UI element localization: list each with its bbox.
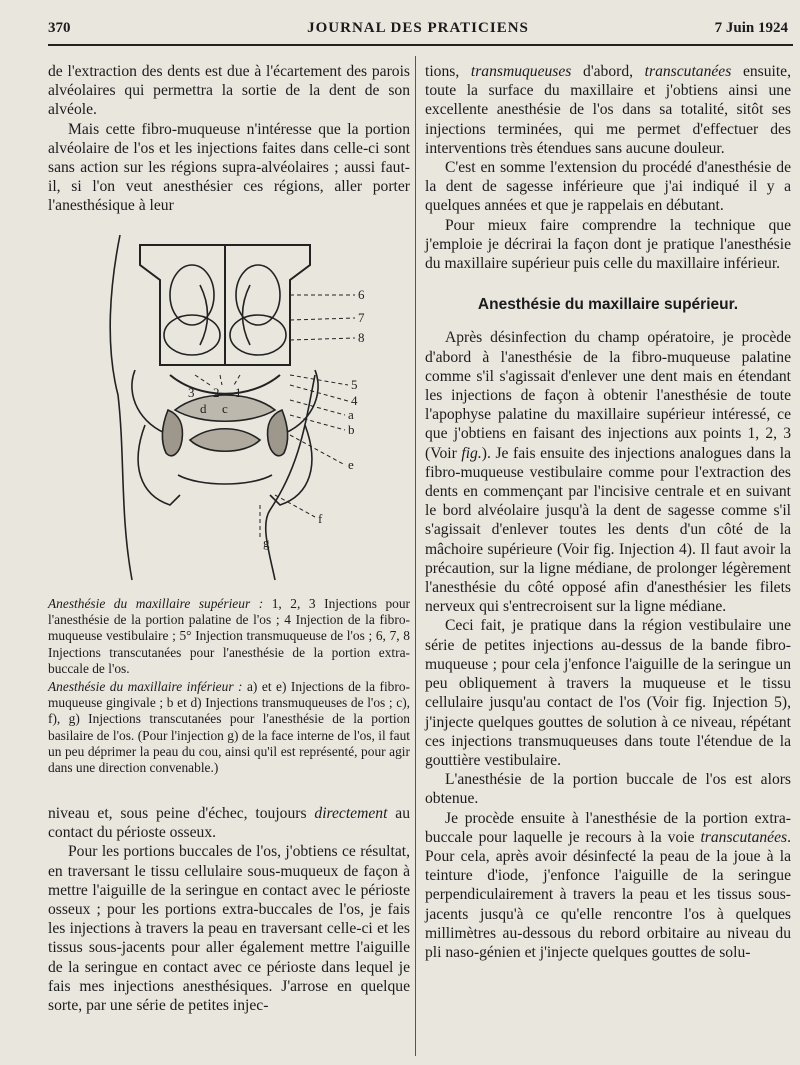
paragraph: Mais cette fibro-muqueuse n'intéresse que la portion alvéolaire de l'os et les injections faites dans celle-ci sont sans action sur les régions supra-alvéolaires ; aussi faut-il, si l'on veut anesthésier ces régions, aller porter l'anesthésique à leur	[48, 120, 410, 215]
text-run: . Pour cela, après avoir désinfecté la peau de la joue à la teinture d'iode, j'enfonce l'aiguille de la seringue perpendiculairement à travers la peau et les tissus sous-jacents jusqu'à ce qu'elle rencontre l'os à quelques millimètres au-dessous du rebord orbitaire au niveau du pli naso-génien et j'injecte quelques gouttes de solu-	[425, 828, 791, 961]
text-run: niveau et, sous peine d'échec, toujours	[48, 805, 315, 822]
paragraph: Pour les portions buccales de l'os, j'obtiens ce résultat, en traversant le tissu cellulaire sous-muqueux de façon à mettre l'aiguille de la seringue en contact avec le périoste osseux ; pour les portions extra-buccales de l'os, je fais les injections à travers la peau en traversant celle-ci et les tissus sous-jacents pour aller également mettre l'aiguille de la seringue en contact avec ce périoste dans lequel je fais mes injections anesthésiques. J'arrose en quelque sorte, par une série de petites injec-	[48, 843, 410, 1015]
emphasis: transcutanées	[700, 828, 788, 846]
caption-text: a) et e) Injections de la fibro-muqueuse gingivale ; b et d) Injections transmuqueuses de l'os ; c), f), g) Injections transcutanées pour l'anesthésie de la portion basilaire de l'os. (Pour l'injection g) de la face interne de l'os, il faut un peu déprimer la peau du cou, ainsi qu'il est représenté, pour agir dans une direction convenable.)	[48, 679, 410, 776]
figure-label-f: f	[318, 511, 323, 526]
header-rule	[48, 44, 793, 46]
figure-label-b: b	[348, 422, 355, 437]
figure-label-d: d	[200, 401, 207, 416]
text-run: tions,	[425, 63, 471, 80]
figure-label-e: e	[348, 457, 354, 472]
left-column-top	[48, 62, 410, 216]
figure-label-a: a	[348, 407, 354, 422]
text-run: ensuite, toute la surface du maxillaire et j'obtiens ainsi une excellente anesthésie de l'os dans sa totalité, sitôt ses injections terminées, qui me permet d'effectuer des interventions très étendues sans aucune douleur.	[425, 63, 792, 157]
caption-lead: Anesthésie du maxillaire supérieur :	[48, 596, 264, 611]
text-run: Après désinfection du champ opératoire, je procède d'abord à l'anesthésie de la fibro-muqueuse palatine comme s'il s'agissait d'enlever une dent mais en étendant les injections de façon à obtenir l'anesthésie de toute l'apophyse palatine du maxillaire supérieur intéressé, ce que j'obtiens en faisant des injections aux points 1, 2, 3 (Voir	[425, 329, 791, 462]
figure-label-8: 8	[358, 330, 365, 345]
paragraph	[48, 804, 410, 842]
figure-label-g: g	[263, 535, 270, 550]
figure-caption-upper	[48, 596, 410, 677]
figure-label-7: 7	[358, 310, 365, 325]
anatomical-cross-section-figure	[100, 225, 400, 585]
right-column	[425, 62, 791, 962]
figure-caption-lower	[48, 679, 410, 776]
paragraph: Pour mieux faire comprendre la technique que j'emploie je décrirai la façon dont je pratique l'anesthésie du maxillaire supérieur puis celle du maxillaire inférieur.	[425, 216, 791, 273]
page-header	[48, 20, 788, 44]
figure-label-4: 4	[351, 393, 358, 408]
paragraph: C'est en somme l'extension du procédé d'anesthésie de la dent de sagesse inférieure que j'ai indiqué il y a quelques années et que je rappelais en débutant.	[425, 159, 791, 215]
emphasis: fig.	[461, 444, 482, 462]
column-divider	[415, 56, 416, 1056]
text-run: au contact du périoste osseux.	[48, 805, 410, 842]
figure-label-c: c	[222, 401, 228, 416]
paragraph	[425, 62, 791, 158]
journal-title: JOURNAL DES PRATICIENS	[307, 20, 529, 36]
figure-label-2: 2	[213, 385, 220, 400]
paragraph	[425, 809, 791, 963]
caption-text: 1, 2, 3 Injections pour l'anesthésie de la portion palatine de l'os ; 4 Injection de la fibro-muqueuse vestibulaire ; 5° Injection transmuqueuse de l'os ; 6, 7, 8 Injections transcutanées pour l'anesthésie de la portion extra-buccale de l'os.	[48, 596, 410, 676]
text-run: Je procède ensuite à l'anesthésie de la portion extra-buccale pour laquelle je recours à la voie	[425, 809, 791, 846]
paragraph: L'anesthésie de la portion buccale de l'os est alors obtenue.	[425, 771, 791, 808]
issue-date: 7 Juin 1924	[714, 20, 788, 36]
text-run: ). Je fais ensuite des injections analogues dans la fibro-muqueuse vestibulaire comme pour l'extraction des dents en commençant par l'incisive centrale et en suivant le bord alvéolaire jusqu'à la dent de sagesse comme s'il s'agissait d'enlever toutes les dents d'un côté de la mâchoire supérieure (Voir fig. Injection 4). Il faut avoir la précaution, sur la ligne médiane, de prolonger légèrement l'anesthésie du côté opposé afin d'anesthésier les filets nerveux qui s'entrecroisent sur la ligne médiane.	[425, 444, 791, 616]
figure-label-5: 5	[351, 377, 358, 392]
left-column-bottom	[48, 804, 410, 1015]
emphasis: transcutanées	[644, 63, 732, 80]
paragraph: Ceci fait, je pratique dans la région vestibulaire une série de petites injections au-dessus de la bande fibro-muqueuse ; pour cela j'enfonce l'aiguille de la seringue un peu obliquement à travers la muqueuse et le tissu cellulaire jusqu'au contact de l'os (Voir fig. Injection 5), j'injecte quelques gouttes de solution à ce niveau, répétant ces injections transmuqueuses dans toute l'étendue de la gouttière vestibulaire.	[425, 617, 791, 769]
caption-lead: Anesthésie du maxillaire inférieur :	[48, 679, 243, 694]
figure-label-3: 3	[188, 385, 195, 400]
figure-label-6: 6	[358, 287, 365, 302]
figure-label-1: 1	[235, 385, 242, 400]
emphasis: directement	[314, 805, 388, 822]
text-run: d'abord,	[571, 63, 645, 80]
paragraph	[425, 328, 791, 616]
section-heading: Anesthésie du maxillaire supérieur.	[477, 296, 739, 314]
emphasis: transmuqueuses	[470, 63, 572, 80]
paragraph: de l'extraction des dents est due à l'écartement des parois alvéolaires qui permettra la sortie de la dent de son alvéole.	[48, 63, 410, 119]
page-number: 370	[48, 20, 71, 36]
